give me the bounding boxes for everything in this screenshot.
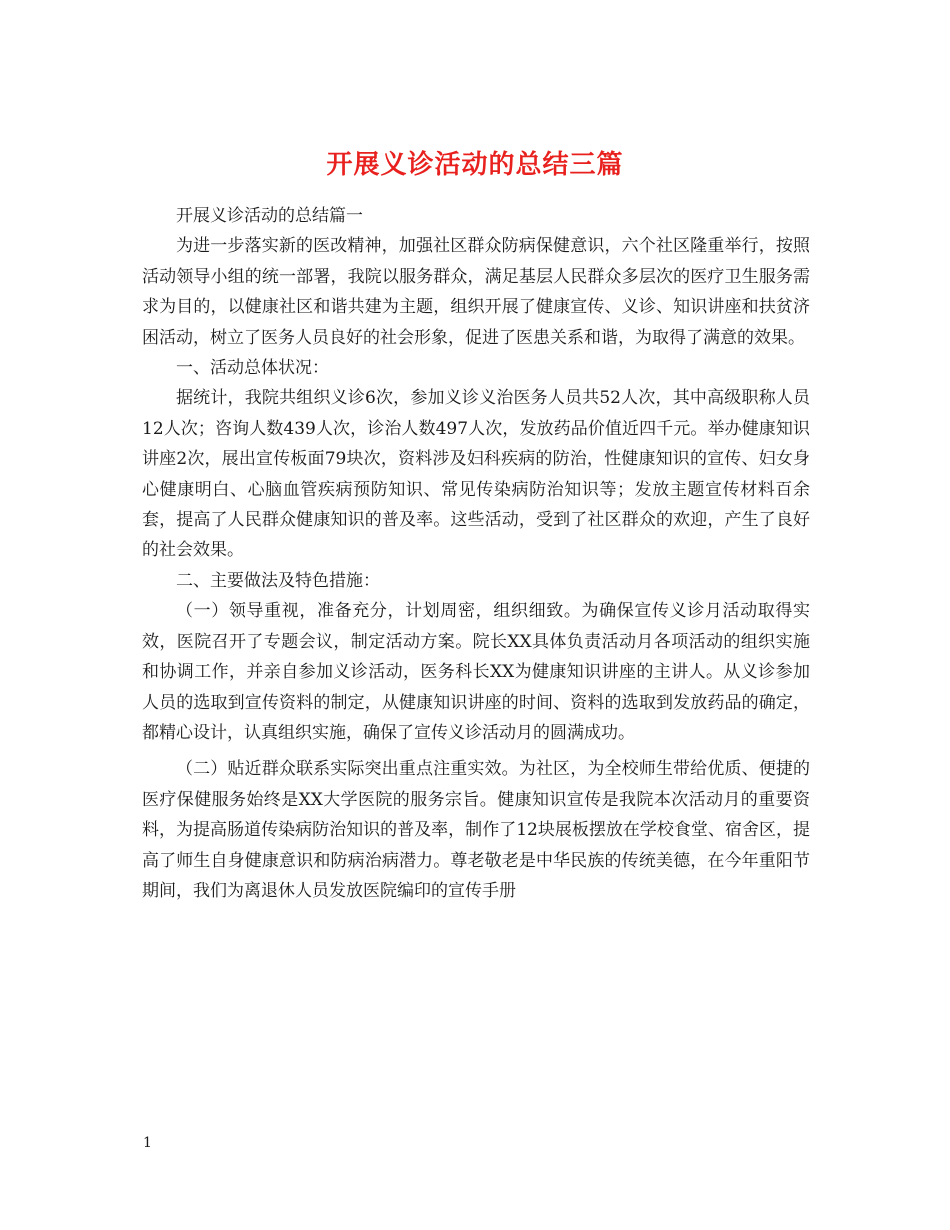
- document-body: [142, 201, 810, 906]
- body-paragraph: 据统计，我院共组织义诊6次，参加义诊义治医务人员共52人次，其中高级职称人员12人次；咨询人数439人次，诊治人数497人次，发放药品价值近四千元。举办健康知识讲座2次，展出宣传板面79块次，资料涉及妇科疾病的防治，性健康知识的宣传、妇女身心健康明白、心脑血管疾病预防知识、常见传染病防治知识等；发放主题宣传材料百余套，提高了人民群众健康知识的普及率。这些活动，受到了社区群众的欢迎，产生了良好的社会效果。: [142, 388, 810, 561]
- section-heading: 开展义诊活动的总结篇一: [176, 206, 363, 226]
- section-heading: 二、主要做法及特色措施：: [176, 570, 380, 591]
- page-number: 1: [143, 1135, 152, 1151]
- section-heading: 一、活动总体状况：: [176, 358, 329, 379]
- body-paragraph: （二）贴近群众联系实际突出重点注重实效。为社区，为全校师生带给优质、便捷的医疗保健服务始终是XX大学医院的服务宗旨。健康知识宣传是我院本次活动月的重要资料，为提高肠道传染病防治知识的普及率，制作了12块展板摆放在学校食堂、宿舍区，提高了师生自身健康意识和防病治病潜力。尊老敬老是中华民族的传统美德，在今年重阳节期间，我们为离退休人员发放医院编印的宣传手册: [142, 759, 810, 901]
- body-paragraph: （一）领导重视，准备充分，计划周密，组织细致。为确保宣传义诊月活动取得实效，医院召开了专题会议，制定活动方案。院长XX具体负责活动月各项活动的组织实施和协调工作，并亲自参加义诊活动，医务科长XX为健康知识讲座的主讲人。从义诊参加人员的选取到宣传资料的制定，从健康知识讲座的时间、资料的选取到发放药品的确定，都精心设计，认真组织实施，确保了宣传义诊活动月的圆满成功。: [142, 601, 810, 743]
- document-title: 开展义诊活动的总结三篇: [326, 150, 624, 181]
- body-paragraph: 为进一步落实新的医改精神，加强社区群众防病保健意识，六个社区隆重举行，按照活动领导小组的统一部署，我院以服务群众，满足基层人民群众多层次的医疗卫生服务需求为目的，以健康社区和谐共建为主题，组织开展了健康宣传、义诊、知识讲座和扶贫济困活动，树立了医务人员良好的社会形象，促进了医患关系和谐，为取得了满意的效果。: [142, 236, 810, 348]
